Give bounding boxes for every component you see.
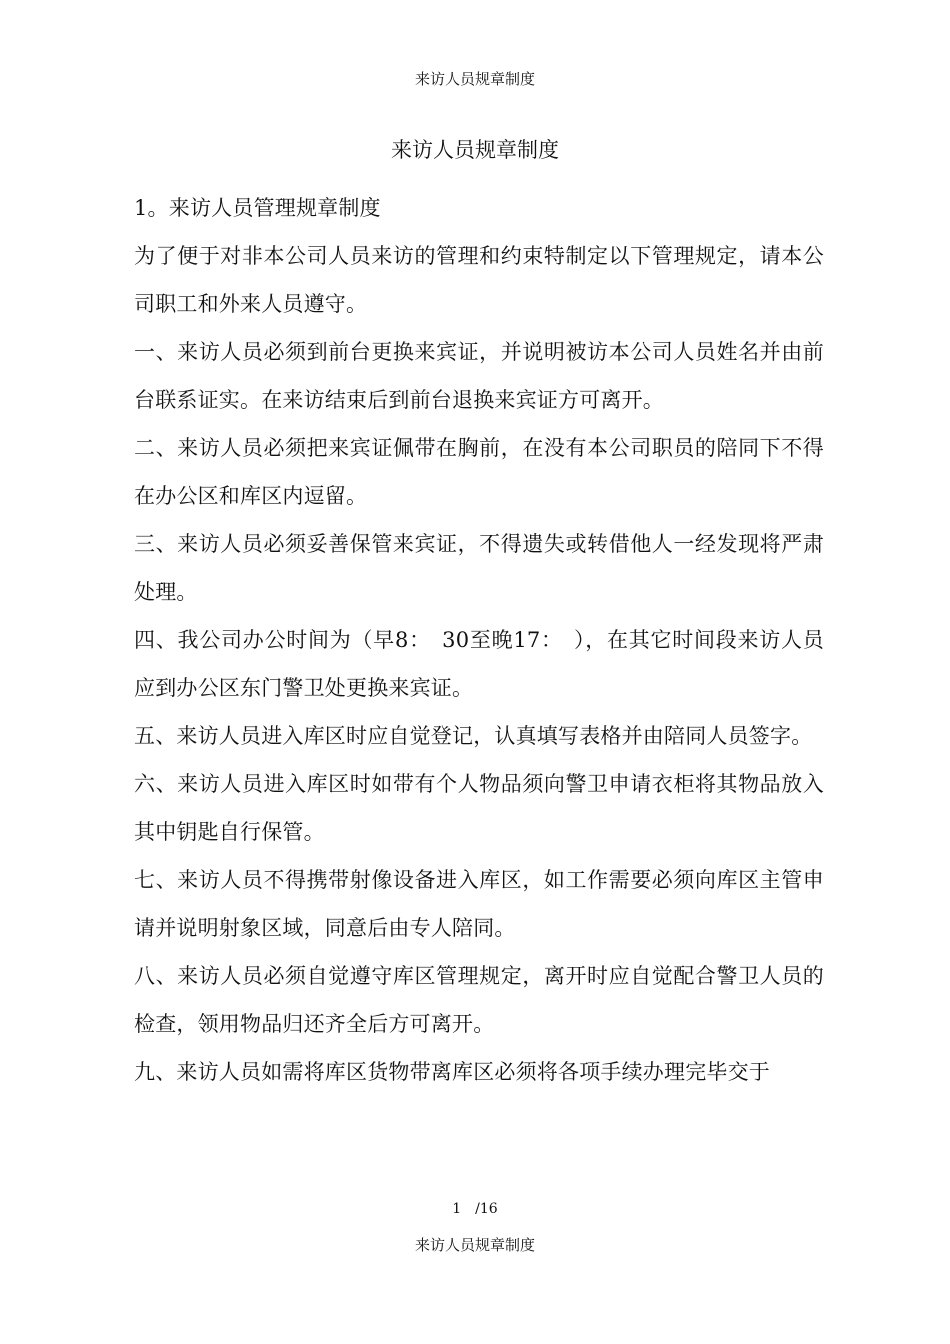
paragraph-section-heading: 1。来访人员管理规章制度 (134, 196, 381, 220)
paragraph-rule-4: 四、我公司办公时间为（早8： 30至晚17： ），在其它时间段来访人员应到办公区东门警卫处更换来宾证。 (134, 628, 824, 700)
running-header: 来访人员规章制度 (414, 70, 535, 88)
paragraph-rule-6: 六、来访人员进入库区时如带有个人物品须向警卫申请衣柜将其物品放入其中钥匙自行保管。 (134, 772, 824, 844)
paragraph-rule-7: 七、来访人员不得携带射像设备进入库区，如工作需要必须向库区主管申请并说明射象区域，同意后由专人陪同。 (134, 868, 824, 940)
paragraph-rule-8: 八、来访人员必须自觉遵守库区管理规定，离开时应自觉配合警卫人员的检查，领用物品归还齐全后方可离开。 (134, 964, 824, 1036)
paragraph-rule-5: 五、来访人员进入库区时应自觉登记，认真填写表格并由陪同人员签字。 (134, 724, 813, 748)
paragraph-rule-1: 一、来访人员必须到前台更换来宾证，并说明被访本公司人员姓名并由前台联系证实。在来访结束后到前台退换来宾证方可离开。 (134, 340, 824, 412)
page-number: 1 /16 (452, 1201, 498, 1217)
document-title: 来访人员规章制度 (391, 138, 559, 162)
paragraph-rule-9: 九、来访人员如需将库区货物带离库区必须将各项手续办理完毕交于 (134, 1060, 770, 1084)
paragraph-rule-2: 二、来访人员必须把来宾证佩带在胸前，在没有本公司职员的陪同下不得在办公区和库区内逗留。 (134, 436, 824, 508)
next-page-running-header: 来访人员规章制度 (414, 1236, 535, 1254)
document-body (134, 184, 824, 1096)
paragraph-intro: 为了便于对非本公司人员来访的管理和约束特制定以下管理规定，请本公司职工和外来人员遵守。 (134, 244, 824, 316)
paragraph-rule-3: 三、来访人员必须妥善保管来宾证，不得遗失或转借他人一经发现将严肃处理。 (134, 532, 824, 604)
